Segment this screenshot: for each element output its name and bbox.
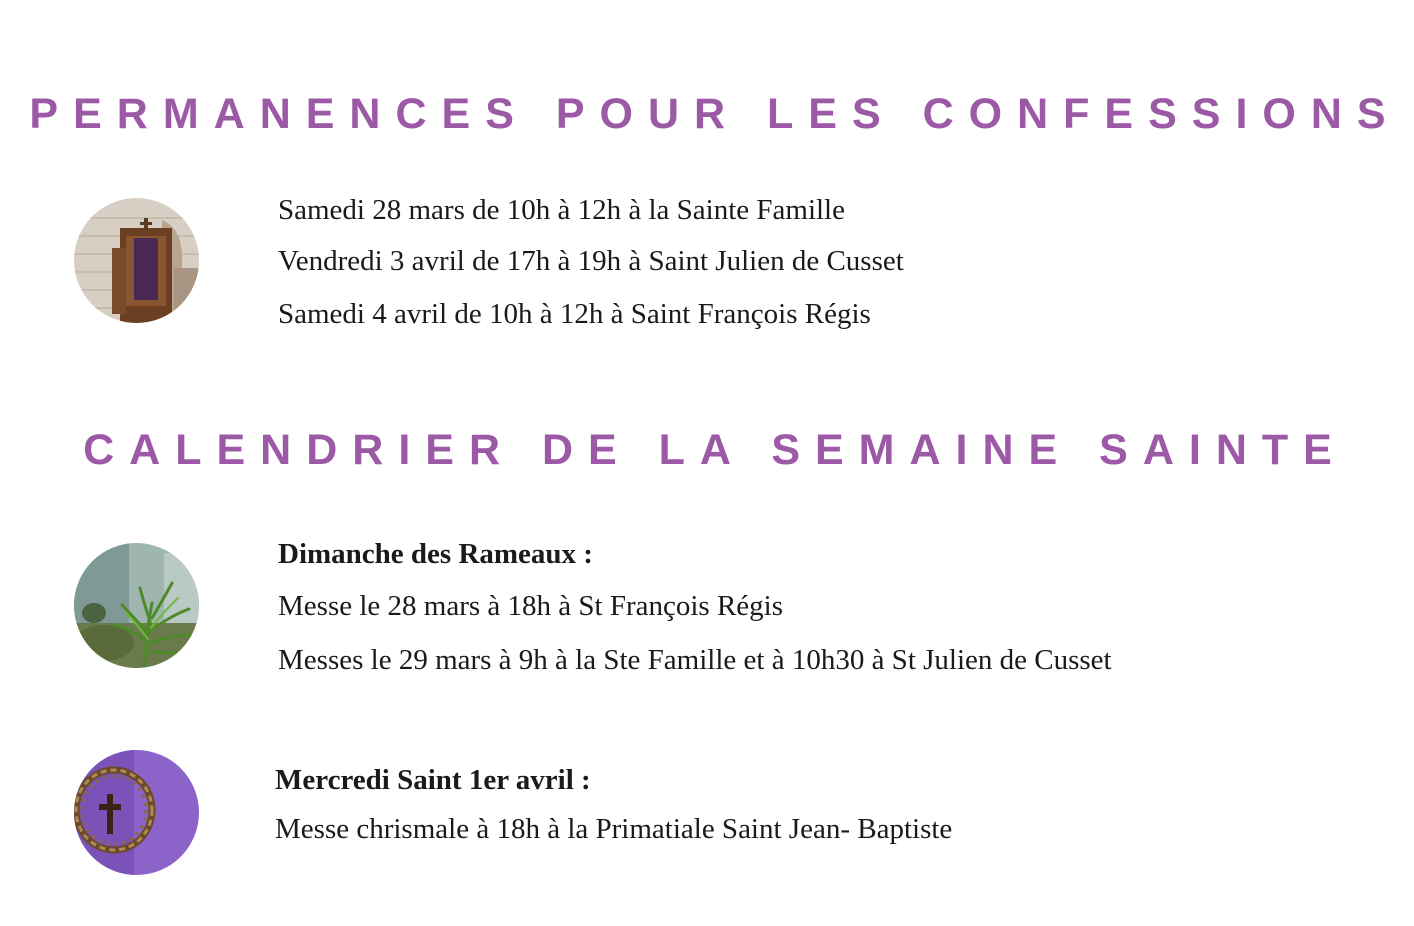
palm-branch-icon	[74, 543, 199, 668]
confessional-icon	[74, 198, 199, 323]
palm-image	[74, 543, 199, 668]
confession-slot-1: Samedi 28 mars de 10h à 12h à la Sainte Famille	[278, 194, 845, 226]
rameaux-heading: Dimanche des Rameaux :	[278, 538, 593, 570]
rameaux-mass-2: Messes le 29 mars à 9h à la Ste Famille et à 10h30 à St Julien de Cusset	[278, 644, 1112, 676]
confessional-image	[74, 198, 199, 323]
crown-of-thorns-icon	[74, 750, 199, 875]
holy-week-section-title: CALENDRIER DE LA SEMAINE SAINTE	[83, 426, 1347, 474]
mercredi-heading: Mercredi Saint 1er avril :	[275, 764, 591, 796]
confession-slot-2: Vendredi 3 avril de 17h à 19h à Saint Julien de Cusset	[278, 245, 904, 277]
confession-slot-3: Samedi 4 avril de 10h à 12h à Saint François Régis	[278, 298, 871, 330]
rameaux-mass-1: Messe le 28 mars à 18h à St François Régis	[278, 590, 784, 622]
chrism-mass: Messe chrismale à 18h à la Primatiale Saint Jean- Baptiste	[275, 813, 953, 845]
crown-of-thorns-image	[74, 750, 199, 875]
confessions-section-title: PERMANENCES POUR LES CONFESSIONS	[29, 90, 1401, 138]
